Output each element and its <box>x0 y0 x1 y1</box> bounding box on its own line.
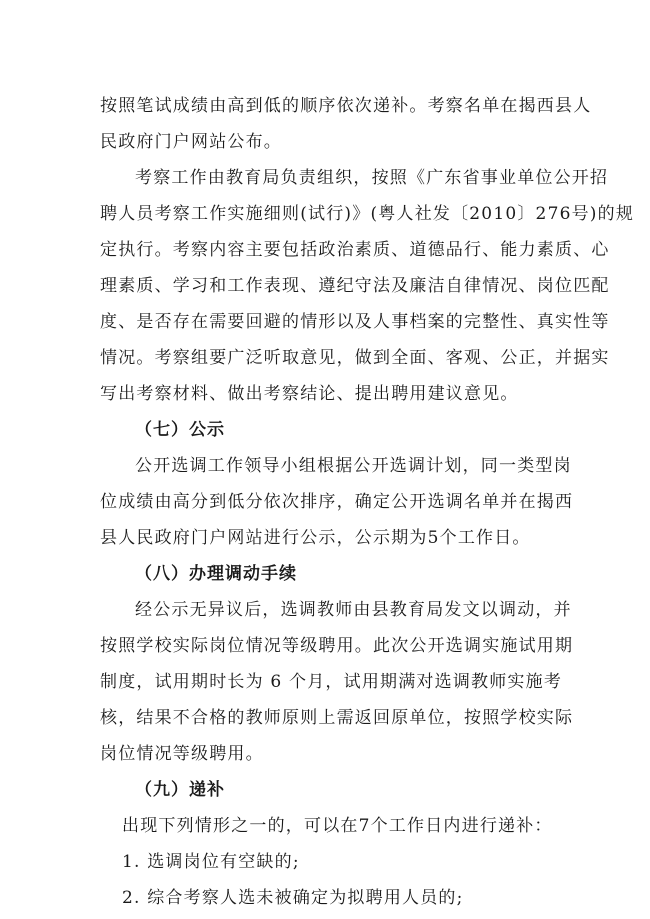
body-text-line: 位成绩由高分到低分依次排序，确定公开选调名单并在揭西 <box>100 492 574 512</box>
list-item: 2. 综合考察人选未被确定为拟聘用人员的; <box>122 888 464 908</box>
body-text-line: 定执行。考察内容主要包括政治素质、道德品行、能力素质、心 <box>100 240 610 260</box>
paragraph-first-line: 经公示无异议后，选调教师由县教育局发文以调动，并 <box>135 600 572 620</box>
body-text-line: 度、是否存在需要回避的情形以及人事档案的完整性、真实性等 <box>100 312 610 332</box>
body-text-line: 县人民政府门户网站进行公示，公示期为5个工作日。 <box>100 528 531 548</box>
body-text-line: 情况。考察组要广泛听取意见，做到全面、客观、公正，并据实 <box>100 348 610 368</box>
section-heading-publicity: （七）公示 <box>135 420 225 440</box>
body-text-line: 民政府门户网站公布。 <box>100 132 282 152</box>
body-text-line: 按照学校实际岗位情况等级聘用。此次公开选调实施试用期 <box>100 636 574 656</box>
body-text-line: 岗位情况等级聘用。 <box>100 744 264 764</box>
body-text-line: 理素质、学习和工作表现、遵纪守法及廉洁自律情况、岗位匹配 <box>100 276 610 296</box>
section-heading-transfer: （八）办理调动手续 <box>135 564 297 584</box>
body-text-line: 制度，试用期时长为 6 个月，试用期满对选调教师实施考 <box>100 672 563 692</box>
paragraph-first-line: 考察工作由教育局负责组织，按照《广东省事业单位公开招 <box>135 168 609 188</box>
paragraph-first-line: 公开选调工作领导小组根据公开选调计划，同一类型岗 <box>135 456 572 476</box>
body-text-line: 聘人员考察工作实施细则(试行)》(粤人社发〔2010〕276号)的规 <box>100 204 635 224</box>
body-text-line: 按照笔试成绩由高到低的顺序依次递补。考察名单在揭西县人 <box>100 96 592 116</box>
section-heading-replacement: （九）递补 <box>135 780 225 800</box>
body-text-line: 核，结果不合格的教师原则上需返回原单位，按照学校实际 <box>100 708 574 728</box>
list-intro: 出现下列情形之一的，可以在7个工作日内进行递补： <box>122 816 553 836</box>
list-item: 1. 选调岗位有空缺的; <box>122 852 300 872</box>
body-text-line: 写出考察材料、做出考察结论、提出聘用建议意见。 <box>100 384 519 404</box>
